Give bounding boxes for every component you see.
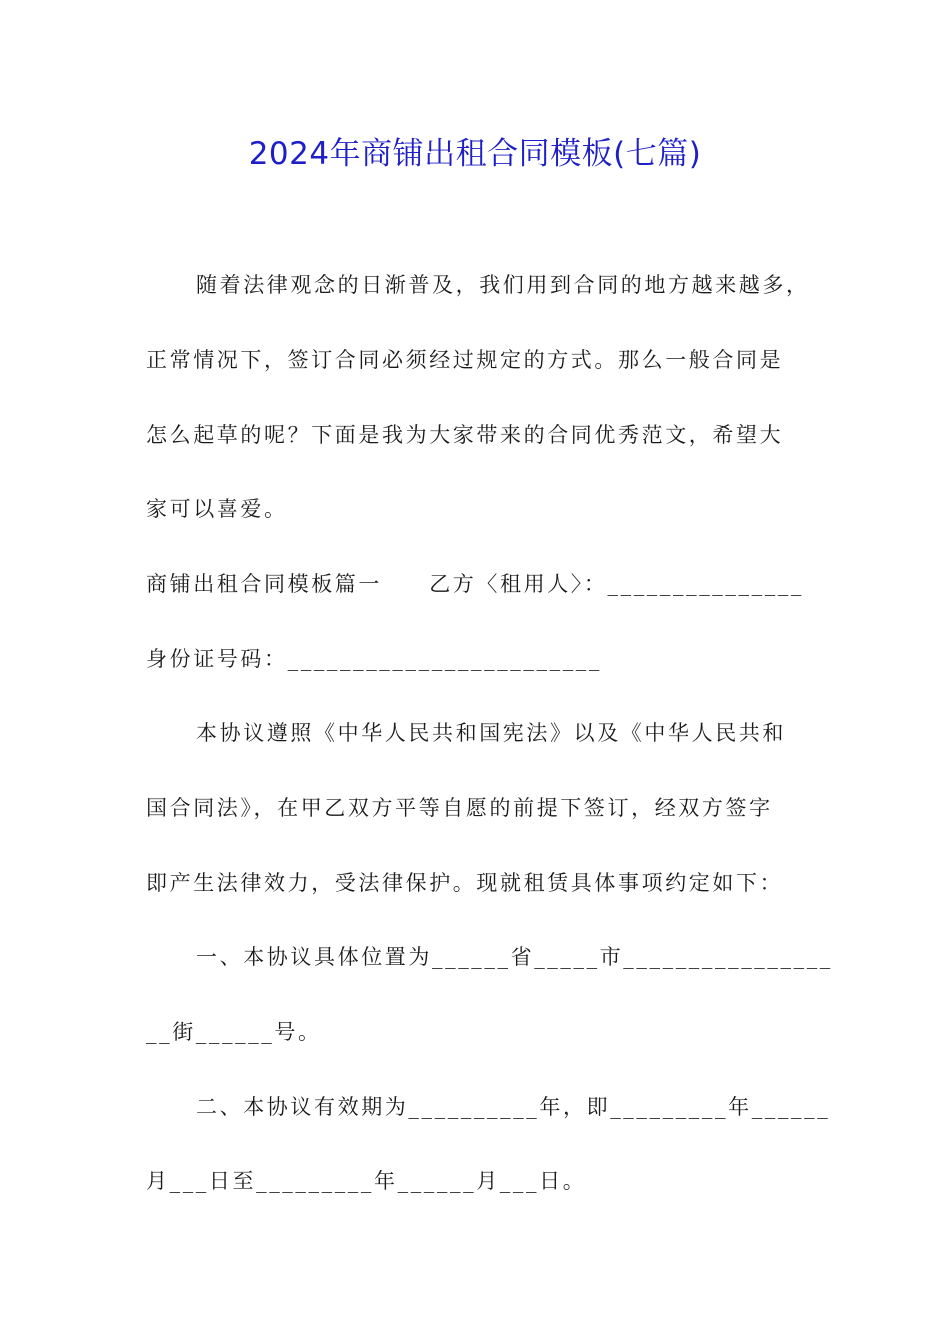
clause-one-line-2: __街______号。	[146, 1020, 322, 1044]
paragraph-line-agreement-3: 即产生法律效力，受法律保护。现就租赁具体事项约定如下：	[146, 871, 784, 895]
paragraph-line-intro-2: 正常情况下，签订合同必须经过规定的方式。那么一般合同是	[146, 348, 784, 372]
paragraph-line-intro-1: 随着法律观念的日渐普及，我们用到合同的地方越来越多，	[196, 273, 810, 297]
section-heading-lessee-line: 商铺出租合同模板篇一 乙方〈租用人〉：_______________	[146, 572, 804, 596]
paragraph-line-agreement-1: 本协议遵照《中华人民共和国宪法》以及《中华人民共和	[196, 721, 786, 745]
paragraph-line-intro-4: 家可以喜爱。	[146, 497, 288, 521]
paragraph-line-agreement-2: 国合同法》，在甲乙双方平等自愿的前提下签订，经双方签字	[146, 796, 773, 820]
clause-two-line-1: 二、本协议有效期为__________年，即_________年______	[196, 1095, 831, 1119]
paragraph-line-intro-3: 怎么起草的呢？下面是我为大家带来的合同优秀范文，希望大	[146, 423, 784, 447]
document-title: 2024年商铺出租合同模板(七篇)	[248, 136, 702, 172]
clause-two-line-2: 月___日至_________年______月___日。	[146, 1169, 587, 1193]
clause-one-line-1: 一、本协议具体位置为______省_____市________________	[196, 945, 833, 969]
id-number-line: 身份证号码：________________________	[146, 647, 602, 671]
